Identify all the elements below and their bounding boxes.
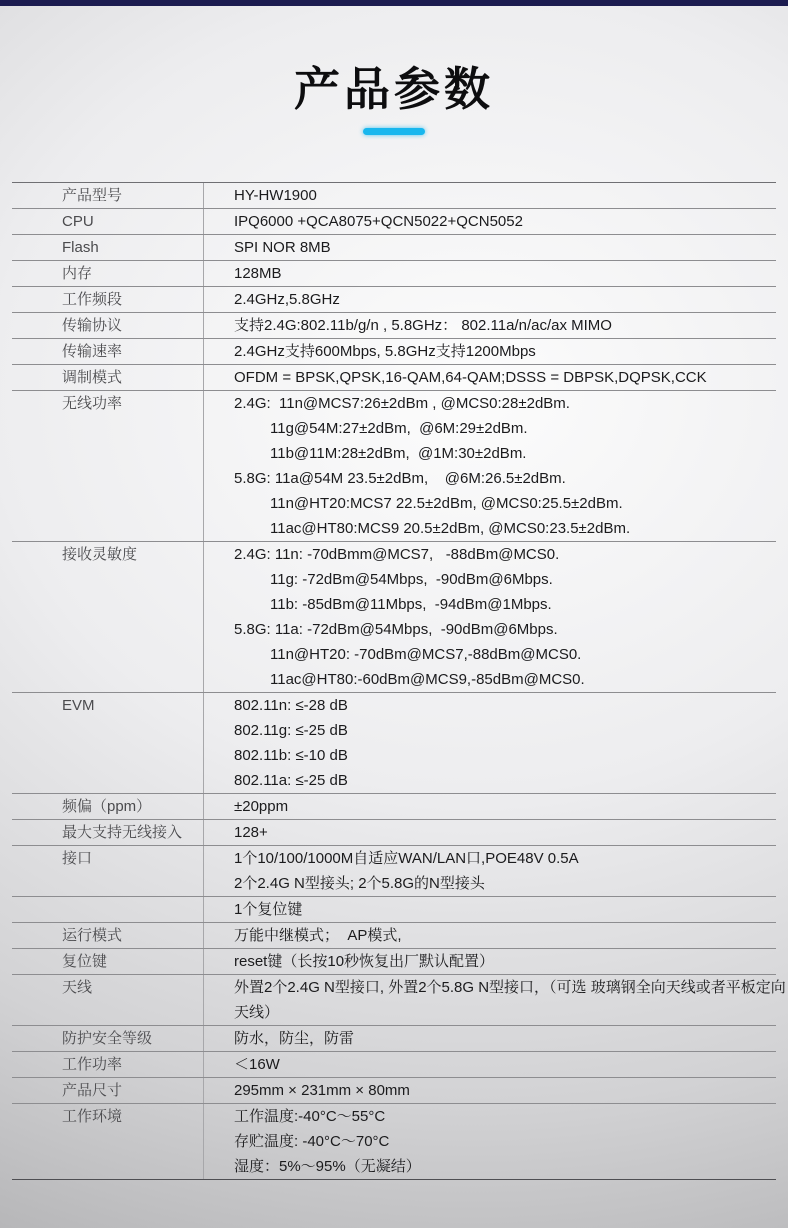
- param-value-line: OFDM = BPSK,QPSK,16-QAM,64-QAM;DSSS = DBPSK,DQPSK,CCK: [234, 369, 707, 386]
- param-value: [204, 1026, 776, 1051]
- table-row-dimensions: [12, 1078, 776, 1104]
- param-label: 工作频段: [12, 287, 204, 312]
- param-value: [204, 287, 776, 312]
- param-label: 产品尺寸: [12, 1078, 204, 1103]
- param-value: [204, 1104, 776, 1179]
- param-value-line: 支持2.4G:802.11b/g/n , 5.8GHz： 802.11a/n/ac/ax MIMO: [234, 317, 612, 334]
- param-label: 工作环境: [12, 1104, 204, 1179]
- param-value-line: 2个2.4G N型接头; 2个5.8G的N型接头: [234, 875, 485, 892]
- table-row-ports-extra: [12, 897, 776, 923]
- top-accent-bar: [0, 0, 788, 6]
- table-row-operating-mode: [12, 923, 776, 949]
- param-value-line: 128MB: [234, 265, 282, 282]
- param-value-line: 11b@11M:28±2dBm, @1M:30±2dBm.: [270, 445, 527, 462]
- param-value-line: 802.11n: ≤-28 dB: [234, 697, 348, 714]
- param-value-line: 802.11g: ≤-25 dB: [234, 722, 348, 739]
- param-value: [204, 693, 776, 793]
- table-row-wireless-power: [12, 391, 776, 542]
- param-label: 产品型号: [12, 183, 204, 208]
- param-value-line: reset键（长按10秒恢复出厂默认配置）: [234, 953, 495, 970]
- param-label: 防护安全等级: [12, 1026, 204, 1051]
- param-value: [204, 923, 776, 948]
- param-value: [204, 975, 786, 1025]
- param-value-line: 5.8G: 11a@54M 23.5±2dBm, @6M:26.5±2dBm.: [234, 470, 566, 487]
- table-row-modulation: [12, 365, 776, 391]
- param-value-line: 1个复位键: [234, 901, 303, 918]
- table-row-reset-button: [12, 949, 776, 975]
- param-label: 运行模式: [12, 923, 204, 948]
- table-row-power-consumption: [12, 1052, 776, 1078]
- spec-table: [12, 182, 786, 1180]
- table-row-memory: [12, 261, 776, 287]
- param-value-line: 11n@HT20:MCS7 22.5±2dBm, @MCS0:25.5±2dBm.: [270, 495, 623, 512]
- param-value-line: 11g: -72dBm@54Mbps, -90dBm@6Mbps.: [270, 571, 553, 588]
- param-value: [204, 313, 776, 338]
- param-value-line: 11ac@HT80:MCS9 20.5±2dBm, @MCS0:23.5±2dBm.: [270, 520, 631, 537]
- param-value-line: 工作温度:-40°C～55°C: [234, 1108, 386, 1125]
- page-title: 产品参数: [294, 63, 494, 115]
- table-row-cpu: [12, 209, 776, 235]
- table-row-environment: [12, 1104, 776, 1180]
- param-value-line: 295mm × 231mm × 80mm: [234, 1082, 410, 1099]
- param-label: 最大支持无线接入: [12, 820, 204, 845]
- param-value: [204, 235, 776, 260]
- param-value-line: 万能中继模式； AP模式,: [234, 927, 402, 944]
- param-value: [204, 209, 776, 234]
- param-value: [204, 794, 776, 819]
- param-label: 传输速率: [12, 339, 204, 364]
- param-value-line: 11n@HT20: -70dBm@MCS7,-88dBm@MCS0.: [270, 646, 582, 663]
- table-row-ppm: [12, 794, 776, 820]
- param-value: [204, 1078, 776, 1103]
- param-value-line: 11g@54M:27±2dBm, @6M:29±2dBm.: [270, 420, 528, 437]
- param-label: 天线: [12, 975, 204, 1025]
- param-value-line: ＜16W: [234, 1056, 280, 1073]
- param-label: Flash: [12, 235, 204, 260]
- param-value-line: 外置2个2.4G N型接口, 外置2个5.8G N型接口，（可选 玻璃钢全向天线或者平板定向: [234, 979, 786, 996]
- param-value-line: 11ac@HT80:-60dBm@MCS9,-85dBm@MCS0.: [270, 671, 585, 688]
- param-label: 接口: [12, 846, 204, 896]
- param-label: 无线功率: [12, 391, 204, 541]
- param-label: 传输协议: [12, 313, 204, 338]
- param-label: 复位键: [12, 949, 204, 974]
- param-label: 调制模式: [12, 365, 204, 390]
- param-label: [12, 897, 204, 922]
- table-row-antenna: [12, 975, 786, 1026]
- title-underline-accent: [363, 128, 425, 135]
- table-row-rx-sensitivity: [12, 542, 776, 693]
- param-value-line: 5.8G: 11a: -72dBm@54Mbps, -90dBm@6Mbps.: [234, 621, 558, 638]
- param-value: [204, 1052, 776, 1077]
- param-label: 频偏（ppm）: [12, 794, 204, 819]
- table-row-ports: [12, 846, 776, 897]
- param-value: [204, 261, 776, 286]
- param-value-line: 2.4GHz,5.8GHz: [234, 291, 340, 308]
- param-value: [204, 391, 776, 541]
- param-value-line: 湿度：5%～95%（无凝结）: [234, 1158, 421, 1175]
- table-row-max-clients: [12, 820, 776, 846]
- param-label: 内存: [12, 261, 204, 286]
- table-row-protocol: [12, 313, 776, 339]
- param-value: [204, 339, 776, 364]
- param-value: [204, 542, 776, 692]
- param-value-line: SPI NOR 8MB: [234, 239, 331, 256]
- table-row-model: [12, 183, 776, 209]
- param-value-line: 2.4G: 11n@MCS7:26±2dBm , @MCS0:28±2dBm.: [234, 395, 570, 412]
- title-section: [0, 64, 788, 135]
- table-row-protection: [12, 1026, 776, 1052]
- param-value-line: IPQ6000 +QCA8075+QCN5022+QCN5052: [234, 213, 523, 230]
- param-value-line: 2.4G: 11n: -70dBmm@MCS7, -88dBm@MCS0.: [234, 546, 560, 563]
- param-value: [204, 897, 776, 922]
- param-label: 接收灵敏度: [12, 542, 204, 692]
- param-value-line: 存贮温度: -40°C～70°C: [234, 1133, 390, 1150]
- param-value-line: 802.11a: ≤-25 dB: [234, 772, 348, 789]
- param-value-line: HY-HW1900: [234, 187, 317, 204]
- param-value-line: 防水，防尘，防雷: [234, 1030, 355, 1047]
- table-row-flash: [12, 235, 776, 261]
- param-value-line: 802.11b: ≤-10 dB: [234, 747, 348, 764]
- table-row-speed: [12, 339, 776, 365]
- param-value-line: 天线）: [234, 1004, 280, 1021]
- param-value: [204, 949, 776, 974]
- param-label: 工作功率: [12, 1052, 204, 1077]
- param-value-line: ±20ppm: [234, 798, 289, 815]
- table-row-evm: [12, 693, 776, 794]
- param-value-line: 11b: -85dBm@11Mbps, -94dBm@1Mbps.: [270, 596, 552, 613]
- table-row-frequency-band: [12, 287, 776, 313]
- param-value: [204, 846, 776, 896]
- param-label: CPU: [12, 209, 204, 234]
- param-value: [204, 365, 776, 390]
- param-value: [204, 183, 776, 208]
- param-label: EVM: [12, 693, 204, 793]
- param-value-line: 1个10/100/1000M自适应WAN/LAN口,POE48V 0.5A: [234, 850, 579, 867]
- param-value-line: 2.4GHz支持600Mbps, 5.8GHz支持1200Mbps: [234, 343, 536, 360]
- param-value: [204, 820, 776, 845]
- param-value-line: 128+: [234, 824, 268, 841]
